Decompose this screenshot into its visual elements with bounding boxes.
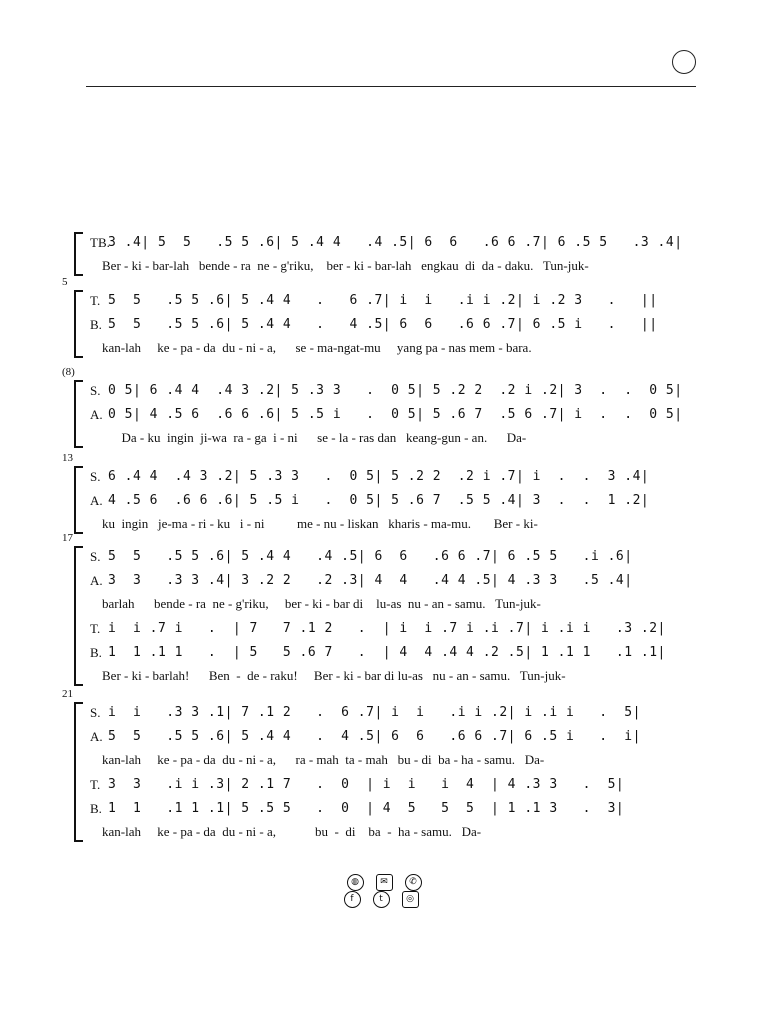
voice-label: A. xyxy=(90,729,103,744)
mail-icon: ✉ xyxy=(376,874,393,891)
page-number xyxy=(672,50,696,74)
notation: 1 1 .1 1 . | 5 5 .6 7 . | 4 4 .4 4 .2 .5| 1 .1 1 .1 .1| xyxy=(108,645,666,660)
notation: 5 5 .5 5 .6| 5 .4 4 .4 .5| 6 6 .6 6 .7| 6 .5 5 .i .6| xyxy=(108,549,633,564)
voice-label: B. xyxy=(90,645,102,660)
instagram-icon: ◎ xyxy=(402,891,419,908)
lyric-line: ku ingin je-ma - ri - ku i - ni me - nu - liskan kharis - ma-mu. Ber - ki- xyxy=(102,516,538,531)
notation: 1 1 .1 1 .1| 5 .5 5 . 0 | 4 5 5 5 | 1 .1 3 . 3| xyxy=(108,801,625,816)
globe-icon: ◍ xyxy=(347,874,364,891)
notation: 3 3 .i i .3| 2 .1 7 . 0 | i i i 4 | 4 .3 3 . 5| xyxy=(108,777,625,792)
lyric-line: barlah bende - ra ne - g'riku, ber - ki - bar di lu-as nu - an - samu. Tun-juk- xyxy=(102,596,541,611)
system-bracket xyxy=(74,546,84,686)
phone-icon: ✆ xyxy=(405,874,422,891)
notation: i i .3 3 .1| 7 .1 2 . 6 .7| i i .i i .2| i .i i . 5| xyxy=(108,705,641,720)
notation: 6 .4 4 .4 3 .2| 5 .3 3 . 0 5| 5 .2 2 .2 i .7| i . . 3 .4| xyxy=(108,469,650,484)
twitter-icon: t xyxy=(373,891,390,908)
lyric-line: Da - ku ingin ji-wa ra - ga i - ni se - la - ras dan keang-gun - an. Da- xyxy=(102,430,527,445)
measure-number: 5 xyxy=(62,276,68,288)
lyric-line: kan-lah ke - pa - da du - ni - a, se - ma-ngat-mu yang pa - nas mem - bara. xyxy=(102,340,532,355)
contact-row xyxy=(0,874,768,891)
notation: 5 5 .5 5 .6| 5 .4 4 . 4 .5| 6 6 .6 6 .7| 6 .5 i . i| xyxy=(108,729,641,744)
voice-label: S. xyxy=(90,383,101,398)
system-bracket xyxy=(74,466,84,534)
measure-number: 17 xyxy=(62,532,73,544)
notation: i i .7 i . | 7 7 .1 2 . | i i .7 i .i .7| i .i i .3 .2| xyxy=(108,621,666,636)
lyric-line: Ber - ki - bar-lah bende - ra ne - g'riku, ber - ki - bar-lah engkau di da - daku. Tun-juk- xyxy=(102,258,589,273)
notation: 0 5| 4 .5 6 .6 6 .6| 5 .5 i . 0 5| 5 .6 7 .5 6 .7| i . . 0 5| xyxy=(108,407,683,422)
lyric-line: Ber - ki - barlah! Ben - de - raku! Ber - ki - bar di lu-as nu - an - samu. Tun-juk- xyxy=(102,668,566,683)
page-footer xyxy=(0,874,768,908)
lyric-line: kan-lah ke - pa - da du - ni - a, ra - mah ta - mah bu - di ba - ha - samu. Da- xyxy=(102,752,545,767)
voice-label: S. xyxy=(90,705,101,720)
voice-label: B. xyxy=(90,317,102,332)
notation: 5 5 .5 5 .6| 5 .4 4 . 4 .5| 6 6 .6 6 .7| 6 .5 i . || xyxy=(108,317,658,332)
notation: 5 5 .5 5 .6| 5 .4 4 . 6 .7| i i .i i .2| i .2 3 . || xyxy=(108,293,658,308)
voice-label: S. xyxy=(90,469,101,484)
system-bracket xyxy=(74,380,84,448)
system-bracket xyxy=(74,702,84,842)
measure-number: (8) xyxy=(62,366,75,378)
lyric-line: kan-lah ke - pa - da du - ni - a, bu - di ba - ha - samu. Da- xyxy=(102,824,482,839)
social-row xyxy=(0,891,768,908)
facebook-icon: f xyxy=(344,891,361,908)
notation: 4 .5 6 .6 6 .6| 5 .5 i . 0 5| 5 .6 7 .5 5 .4| 3 . . 1 .2| xyxy=(108,493,650,508)
voice-label: TB. xyxy=(90,235,110,250)
voice-label: A. xyxy=(90,407,103,422)
notation: 3 .4| 5 5 .5 5 .6| 5 .4 4 .4 .5| 6 6 .6 6 .7| 6 .5 5 .3 .4| xyxy=(108,235,683,250)
voice-label: A. xyxy=(90,573,103,588)
voice-label: T. xyxy=(90,621,101,636)
system-bracket xyxy=(74,290,84,358)
voice-label: A. xyxy=(90,493,103,508)
measure-number: 21 xyxy=(62,688,73,700)
notation: 3 3 .3 3 .4| 3 .2 2 .2 .3| 4 4 .4 4 .5| 4 .3 3 .5 .4| xyxy=(108,573,633,588)
voice-label: S. xyxy=(90,549,101,564)
system-bracket xyxy=(74,232,84,276)
page-header xyxy=(86,52,696,87)
notation: 0 5| 6 .4 4 .4 3 .2| 5 .3 3 . 0 5| 5 .2 2 .2 i .2| 3 . . 0 5| xyxy=(108,383,683,398)
measure-number: 13 xyxy=(62,452,73,464)
voice-label: T. xyxy=(90,293,101,308)
voice-label: B. xyxy=(90,801,102,816)
voice-label: T. xyxy=(90,777,101,792)
